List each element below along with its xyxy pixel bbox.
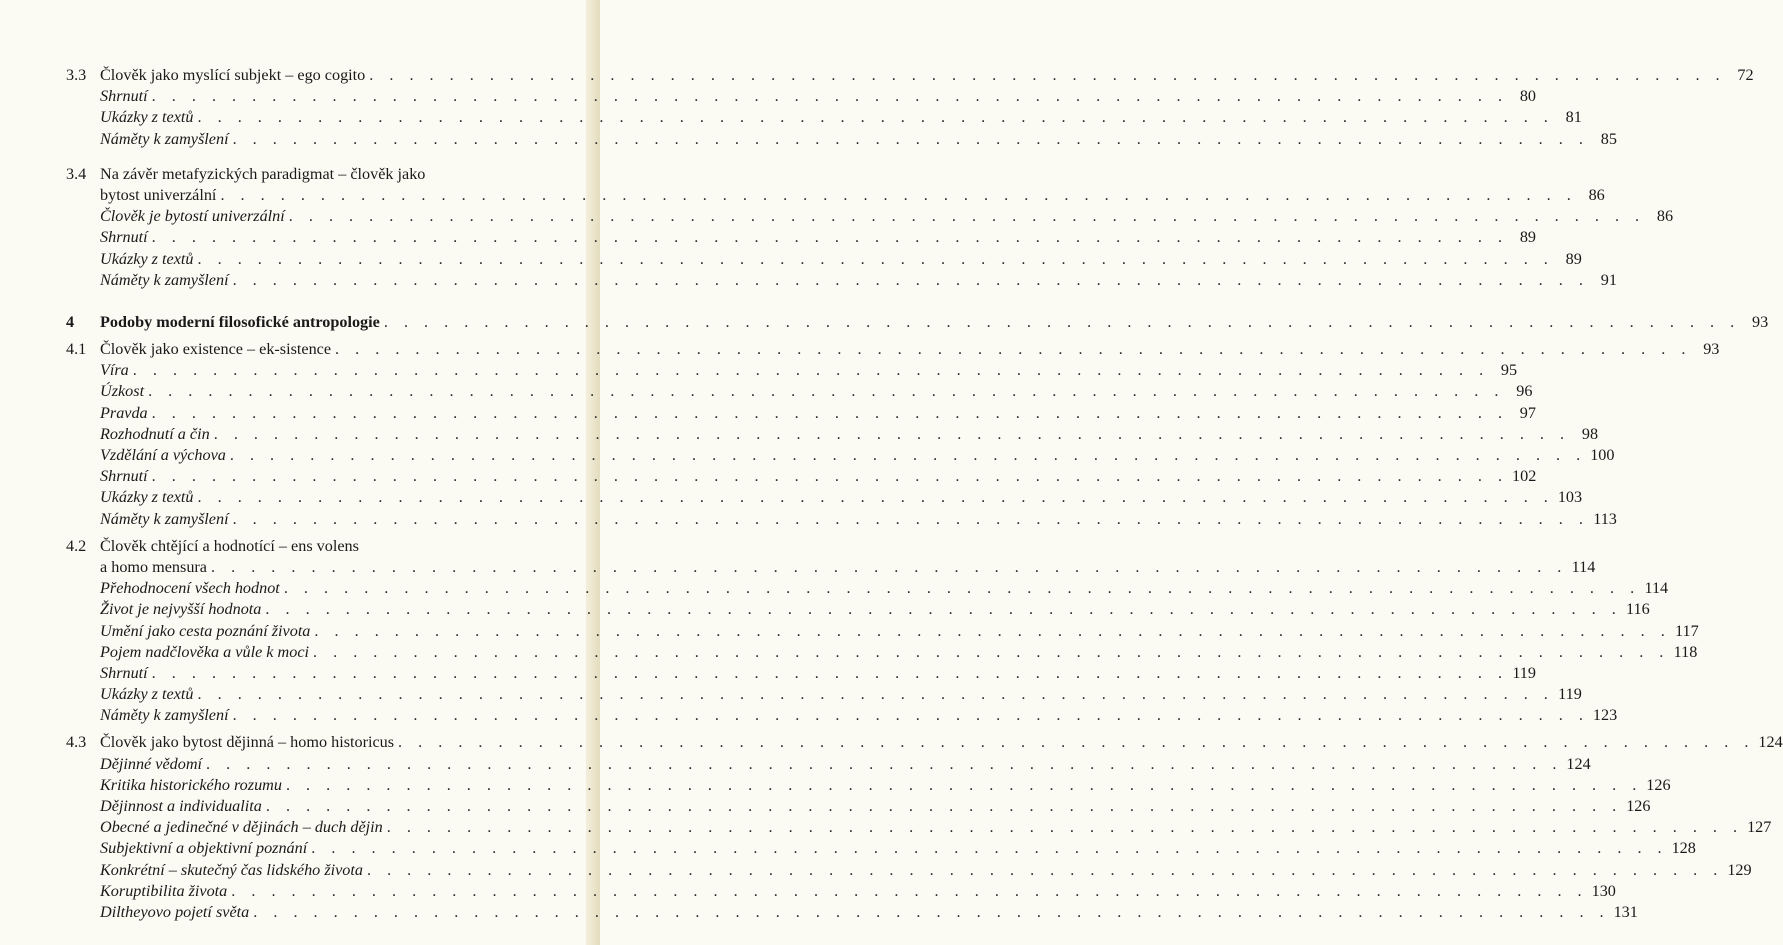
page-number: 96 (1516, 382, 1533, 401)
dot-leader: . . . . . . . . . . . . . . . . . . . . . . . . . . . . . . . . . . . . . . . . . . . . . . . . . . . . . . . . . . . . . . . . . . . . (369, 66, 1726, 84)
section-title: Na závěr metafyzických paradigmat – člověk jako (100, 164, 426, 183)
dot-leader: . . . . . . . . . . . . . . . . . . . . . . . . . . . . . . . . . . . . . . . . . . . . . . . . . . . . . . . . . . . . . . . . . . . . (197, 108, 1554, 127)
toc-chapter-4 (66, 312, 1769, 333)
toc-entry[interactable] (66, 838, 1696, 859)
toc-entry[interactable] (66, 86, 1536, 107)
page-number: 114 (1571, 557, 1596, 576)
toc-entry[interactable] (66, 663, 1536, 684)
dot-leader: . . . . . . . . . . . . . . . . . . . . . . . . . . . . . . . . . . . . . . . . . . . . . . . . . . . . . . . . . . . . . . . . . . . . (229, 446, 1587, 465)
entry-label: Náměty k zamyšlení (100, 509, 229, 528)
toc-section-4-1 (66, 339, 1720, 530)
dot-leader: . . . . . . . . . . . . . . . . . . . . . . . . . . . . . . . . . . . . . . . . . . . . . . . . . . . . . . . . . . . . . . . . . . . . (151, 228, 1508, 247)
entry-label: Náměty k zamyšlení (100, 129, 229, 148)
page-number: 89 (1565, 249, 1582, 268)
page-number: 80 (1519, 87, 1536, 106)
section-number: 4.2 (66, 536, 87, 555)
toc-entry[interactable] (66, 775, 1671, 796)
dot-leader: . . . . . . . . . . . . . . . . . . . . . . . . . . . . . . . . . . . . . . . . . . . . . . . . . . . . . . . . . . . . . . . . . . . . (197, 249, 1554, 268)
page-number: 126 (1626, 797, 1651, 816)
entry-label: Shrnutí (100, 663, 148, 682)
toc-entry[interactable] (66, 360, 1518, 381)
dot-leader: . . . . . . . . . . . . . . . . . . . . . . . . . . . . . . . . . . . . . . . . . . . . . . . . . . . . . . . . . . . . . . . . . . . . (232, 706, 1589, 725)
page-number: 130 (1591, 881, 1616, 900)
page-number: 119 (1512, 663, 1536, 682)
dot-leader: . . . . . . . . . . . . . . . . . . . . . . . . . . . . . . . . . . . . . . . . . . . . . . . . . . . . . . . . . . . . . . . . . . . . (314, 621, 1671, 640)
page-number: 95 (1500, 361, 1518, 380)
section-title: Člověk chtějící a hodnotící – ens volens (100, 536, 359, 555)
toc-entry[interactable] (66, 270, 1617, 291)
toc-entry[interactable] (66, 129, 1617, 150)
dot-leader: . . . . . . . . . . . . . . . . . . . . . . . . . . . . . . . . . . . . . . . . . . . . . . . . . . . . . . . . . . . . . . . . . . . . (311, 839, 1668, 858)
toc-entry[interactable] (66, 206, 1674, 227)
page-number: 86 (1588, 185, 1605, 204)
entry-label: Shrnutí (100, 228, 148, 247)
page-number: 114 (1644, 579, 1669, 598)
dot-leader: . . . . . . . . . . . . . . . . . . . . . . . . . . . . . . . . . . . . . . . . . . . . . . . . . . . . . . . . . . . . . . . . . . . . (313, 642, 1670, 661)
page-number: 93 (1751, 312, 1769, 331)
toc-section-4-2 (66, 536, 1699, 727)
page-number: 102 (1512, 467, 1537, 486)
section-number: 4.3 (66, 733, 87, 752)
dot-leader: . . . . . . . . . . . . . . . . . . . . . . . . . . . . . . . . . . . . . . . . . . . . . . . . . . . . . . . . . . . . . . . . . . . . (206, 754, 1563, 773)
entry-label: Dějinné vědomí (100, 754, 203, 773)
toc-entry[interactable] (66, 881, 1616, 902)
page-number: 86 (1656, 207, 1674, 226)
entry-label: Přehodnocení všech hodnot (100, 579, 280, 598)
section-number: 3.3 (66, 66, 87, 84)
page-number: 128 (1671, 839, 1696, 858)
section-heading[interactable] (66, 164, 1605, 206)
page-number: 72 (1737, 66, 1754, 84)
dot-leader: . . . . . . . . . . . . . . . . . . . . . . . . . . . . . . . . . . . . . . . . . . . . . . . . . . . . . . . . . . . . . . . . . . . . (197, 488, 1554, 507)
dot-leader: . . . . . . . . . . . . . . . . . . . . . . . . . . . . . . . . . . . . . . . . . . . . . . . . . . . . . . . . . . . . . . . . . . . . (151, 663, 1508, 682)
entry-label: Shrnutí (100, 87, 148, 106)
dot-leader: . . . . . . . . . . . . . . . . . . . . . . . . . . . . . . . . . . . . . . . . . . . . . . . . . . . . . . . . . . . . . . . . . . . . (151, 87, 1508, 106)
toc-entry[interactable] (66, 403, 1536, 424)
toc-entry[interactable] (66, 424, 1599, 445)
dot-leader: . . . . . . . . . . . . . . . . . . . . . . . . . . . . . . . . . . . . . . . . . . . . . . . . . . . . . . . . . . . . . . . . . . . . (398, 733, 1755, 752)
dot-leader: . . . . . . . . . . . . . . . . . . . . . . . . . . . . . . . . . . . . . . . . . . . . . . . . . . . . . . . . . . . . . . . . . . . . (151, 467, 1508, 486)
section-title: Člověk jako bytost dějinná – homo historicus (100, 733, 395, 752)
toc-section-4-3 (66, 732, 1783, 923)
dot-leader: . . . . . . . . . . . . . . . . . . . . . . . . . . . . . . . . . . . . . . . . . . . . . . . . . . . . . . . . . . . . . . . . . . . . (211, 557, 1568, 576)
page-number: 127 (1747, 818, 1772, 837)
page-number: 85 (1600, 129, 1617, 148)
dot-leader: . . . . . . . . . . . . . . . . . . . . . . . . . . . . . . . . . . . . . . . . . . . . . . . . . . . . . . . . . . . . . . . . . . . . (220, 185, 1577, 204)
page-number: 117 (1675, 621, 1699, 640)
page-number: 103 (1557, 488, 1583, 507)
section-heading[interactable] (66, 339, 1720, 360)
page-number: 123 (1592, 706, 1618, 725)
toc-entry[interactable] (66, 599, 1650, 620)
dot-leader: . . . . . . . . . . . . . . . . . . . . . . . . . . . . . . . . . . . . . . . . . . . . . . . . . . . . . . . . . . . . . . . . . . . . (285, 775, 1643, 794)
dot-leader: . . . . . . . . . . . . . . . . . . . . . . . . . . . . . . . . . . . . . . . . . . . . . . . . . . . . . . . . . . . . . . . . . . . . (335, 340, 1692, 359)
page-number: 129 (1727, 860, 1752, 879)
entry-label: Víra (100, 361, 129, 380)
entry-label: Koruptibilita života (100, 881, 228, 900)
entry-label: Náměty k zamyšlení (100, 706, 229, 725)
entry-label: Ukázky z textů (100, 685, 194, 704)
section-title: Člověk jako existence – ek-sistence (100, 340, 332, 359)
section-number: 3.4 (66, 164, 87, 183)
dot-leader: . . . . . . . . . . . . . . . . . . . . . . . . . . . . . . . . . . . . . . . . . . . . . . . . . . . . . . . . . . . . . . . . . . . . (231, 881, 1588, 900)
dot-leader: . . . . . . . . . . . . . . . . . . . . . . . . . . . . . . . . . . . . . . . . . . . . . . . . . . . . . . . . . . . . . . . . . . . . (232, 129, 1589, 148)
page-number: 124 (1566, 754, 1591, 773)
page-number: 113 (1593, 509, 1617, 528)
entry-label: Dějinnost a individualita (100, 797, 262, 816)
section-heading[interactable] (66, 732, 1783, 753)
toc-entry[interactable] (66, 107, 1582, 128)
section-heading[interactable] (66, 536, 1596, 578)
dot-leader: . . . . . . . . . . . . . . . . . . . . . . . . . . . . . . . . . . . . . . . . . . . . . . . . . . . . . . . . . . . . . . . . . . . . (132, 361, 1490, 380)
toc-entry[interactable] (66, 227, 1536, 248)
page-number: 100 (1590, 446, 1615, 465)
page-number: 97 (1519, 403, 1536, 422)
toc-entry[interactable] (66, 578, 1669, 599)
page-number: 89 (1519, 228, 1536, 247)
dot-leader: . . . . . . . . . . . . . . . . . . . . . . . . . . . . . . . . . . . . . . . . . . . . . . . . . . . . . . . . . . . . . . . . . . . . (232, 270, 1589, 289)
entry-label: Obecné a jedinečné v dějinách – duch dějin (100, 818, 383, 837)
entry-label: Život je nejvyšší hodnota (100, 600, 262, 619)
page-number: 81 (1565, 108, 1582, 127)
toc-section-3-4 (66, 164, 1674, 291)
toc-entry[interactable] (66, 796, 1651, 817)
entry-label: Ukázky z textů (100, 108, 194, 127)
toc-entry[interactable] (66, 621, 1699, 642)
toc-entry[interactable] (66, 705, 1618, 726)
entry-label: Konkrétní – skutečný čas lidského života (100, 860, 363, 879)
entry-label: Vzdělání a výchova (100, 446, 226, 465)
dot-leader: . . . . . . . . . . . . . . . . . . . . . . . . . . . . . . . . . . . . . . . . . . . . . . . . . . . . . . . . . . . . . . . . . . . . (151, 403, 1508, 422)
dot-leader: . . . . . . . . . . . . . . . . . . . . . . . . . . . . . . . . . . . . . . . . . . . . . . . . . . . . . . . . . . . . . . . . . . . . (232, 509, 1589, 528)
page-number: 126 (1646, 775, 1671, 794)
entry-label: Rozhodnutí a čin (100, 424, 210, 443)
section-title: Člověk jako myslící subjekt – ego cogito (100, 66, 366, 84)
chapter-number: 4 (66, 312, 75, 331)
page-number: 119 (1558, 685, 1582, 704)
toc-entry[interactable] (66, 902, 1638, 923)
section-title-continued: bytost univerzální (100, 185, 217, 204)
toc-entry[interactable] (66, 509, 1617, 530)
toc-entry[interactable] (66, 249, 1582, 270)
entry-label: Ukázky z textů (100, 249, 194, 268)
entry-label: Úzkost (100, 382, 145, 401)
toc-entry[interactable] (66, 754, 1591, 775)
toc-entry[interactable] (66, 860, 1752, 881)
entry-label: Kritika historického rozumu (100, 775, 282, 794)
toc-entry[interactable] (66, 817, 1772, 838)
section-title-continued: a homo mensura (100, 557, 207, 576)
dot-leader: . . . . . . . . . . . . . . . . . . . . . . . . . . . . . . . . . . . . . . . . . . . . . . . . . . . . . . . . . . . . . . . . . . . . (265, 797, 1623, 816)
dot-leader: . . . . . . . . . . . . . . . . . . . . . . . . . . . . . . . . . . . . . . . . . . . . . . . . . . . . . . . . . . . . . . . . . . . . (213, 424, 1571, 443)
dot-leader: . . . . . . . . . . . . . . . . . . . . . . . . . . . . . . . . . . . . . . . . . . . . . . . . . . . . . . . . . . . . . . . . . . . . (288, 207, 1646, 226)
toc-entry[interactable] (66, 487, 1583, 508)
dot-leader: . . . . . . . . . . . . . . . . . . . . . . . . . . . . . . . . . . . . . . . . . . . . . . . . . . . . . . . . . . . . . . . . . . . . (383, 312, 1741, 331)
entry-label: Subjektivní a objektivní poznání (100, 839, 308, 858)
page-number: 116 (1626, 600, 1650, 619)
page-number: 91 (1600, 270, 1617, 289)
dot-leader: . . . . . . . . . . . . . . . . . . . . . . . . . . . . . . . . . . . . . . . . . . . . . . . . . . . . . . . . . . . . . . . . . . . . (386, 818, 1744, 837)
entry-label: Člověk je bytostí univerzální (100, 207, 285, 226)
table-of-contents (66, 65, 1783, 923)
entry-label: Diltheyovo pojetí světa (100, 902, 250, 921)
toc-entry[interactable] (66, 445, 1615, 466)
toc-entry[interactable] (66, 381, 1533, 402)
toc-entry[interactable] (66, 466, 1537, 487)
page-number: 98 (1581, 424, 1599, 443)
page-number: 118 (1673, 642, 1698, 661)
chapter-heading[interactable] (66, 312, 1769, 333)
entry-label: Pravda (100, 403, 148, 422)
entry-label: Pojem nadčlověka a vůle k moci (100, 642, 309, 661)
dot-leader: . . . . . . . . . . . . . . . . . . . . . . . . . . . . . . . . . . . . . . . . . . . . . . . . . . . . . . . . . . . . . . . . . . . . (265, 600, 1622, 619)
dot-leader: . . . . . . . . . . . . . . . . . . . . . . . . . . . . . . . . . . . . . . . . . . . . . . . . . . . . . . . . . . . . . . . . . . . . (366, 860, 1724, 879)
dot-leader: . . . . . . . . . . . . . . . . . . . . . . . . . . . . . . . . . . . . . . . . . . . . . . . . . . . . . . . . . . . . . . . . . . . . (283, 579, 1641, 598)
entry-label: Ukázky z textů (100, 488, 194, 507)
toc-section-3-3 (66, 65, 1754, 150)
page-number: 93 (1703, 340, 1720, 359)
entry-label: Náměty k zamyšlení (100, 270, 229, 289)
toc-entry[interactable] (66, 684, 1582, 705)
page-number: 124 (1758, 733, 1783, 752)
chapter-title: Podoby moderní filosofické antropologie (100, 312, 380, 331)
section-number: 4.1 (66, 340, 87, 359)
section-heading[interactable] (66, 65, 1754, 86)
dot-leader: . . . . . . . . . . . . . . . . . . . . . . . . . . . . . . . . . . . . . . . . . . . . . . . . . . . . . . . . . . . . . . . . . . . . (253, 902, 1610, 921)
dot-leader: . . . . . . . . . . . . . . . . . . . . . . . . . . . . . . . . . . . . . . . . . . . . . . . . . . . . . . . . . . . . . . . . . . . . (197, 685, 1554, 704)
entry-label: Shrnutí (100, 467, 148, 486)
toc-entry[interactable] (66, 642, 1698, 663)
page-number: 131 (1613, 902, 1638, 921)
entry-label: Umění jako cesta poznání života (100, 621, 311, 640)
dot-leader: . . . . . . . . . . . . . . . . . . . . . . . . . . . . . . . . . . . . . . . . . . . . . . . . . . . . . . . . . . . . . . . . . . . . (148, 382, 1505, 401)
